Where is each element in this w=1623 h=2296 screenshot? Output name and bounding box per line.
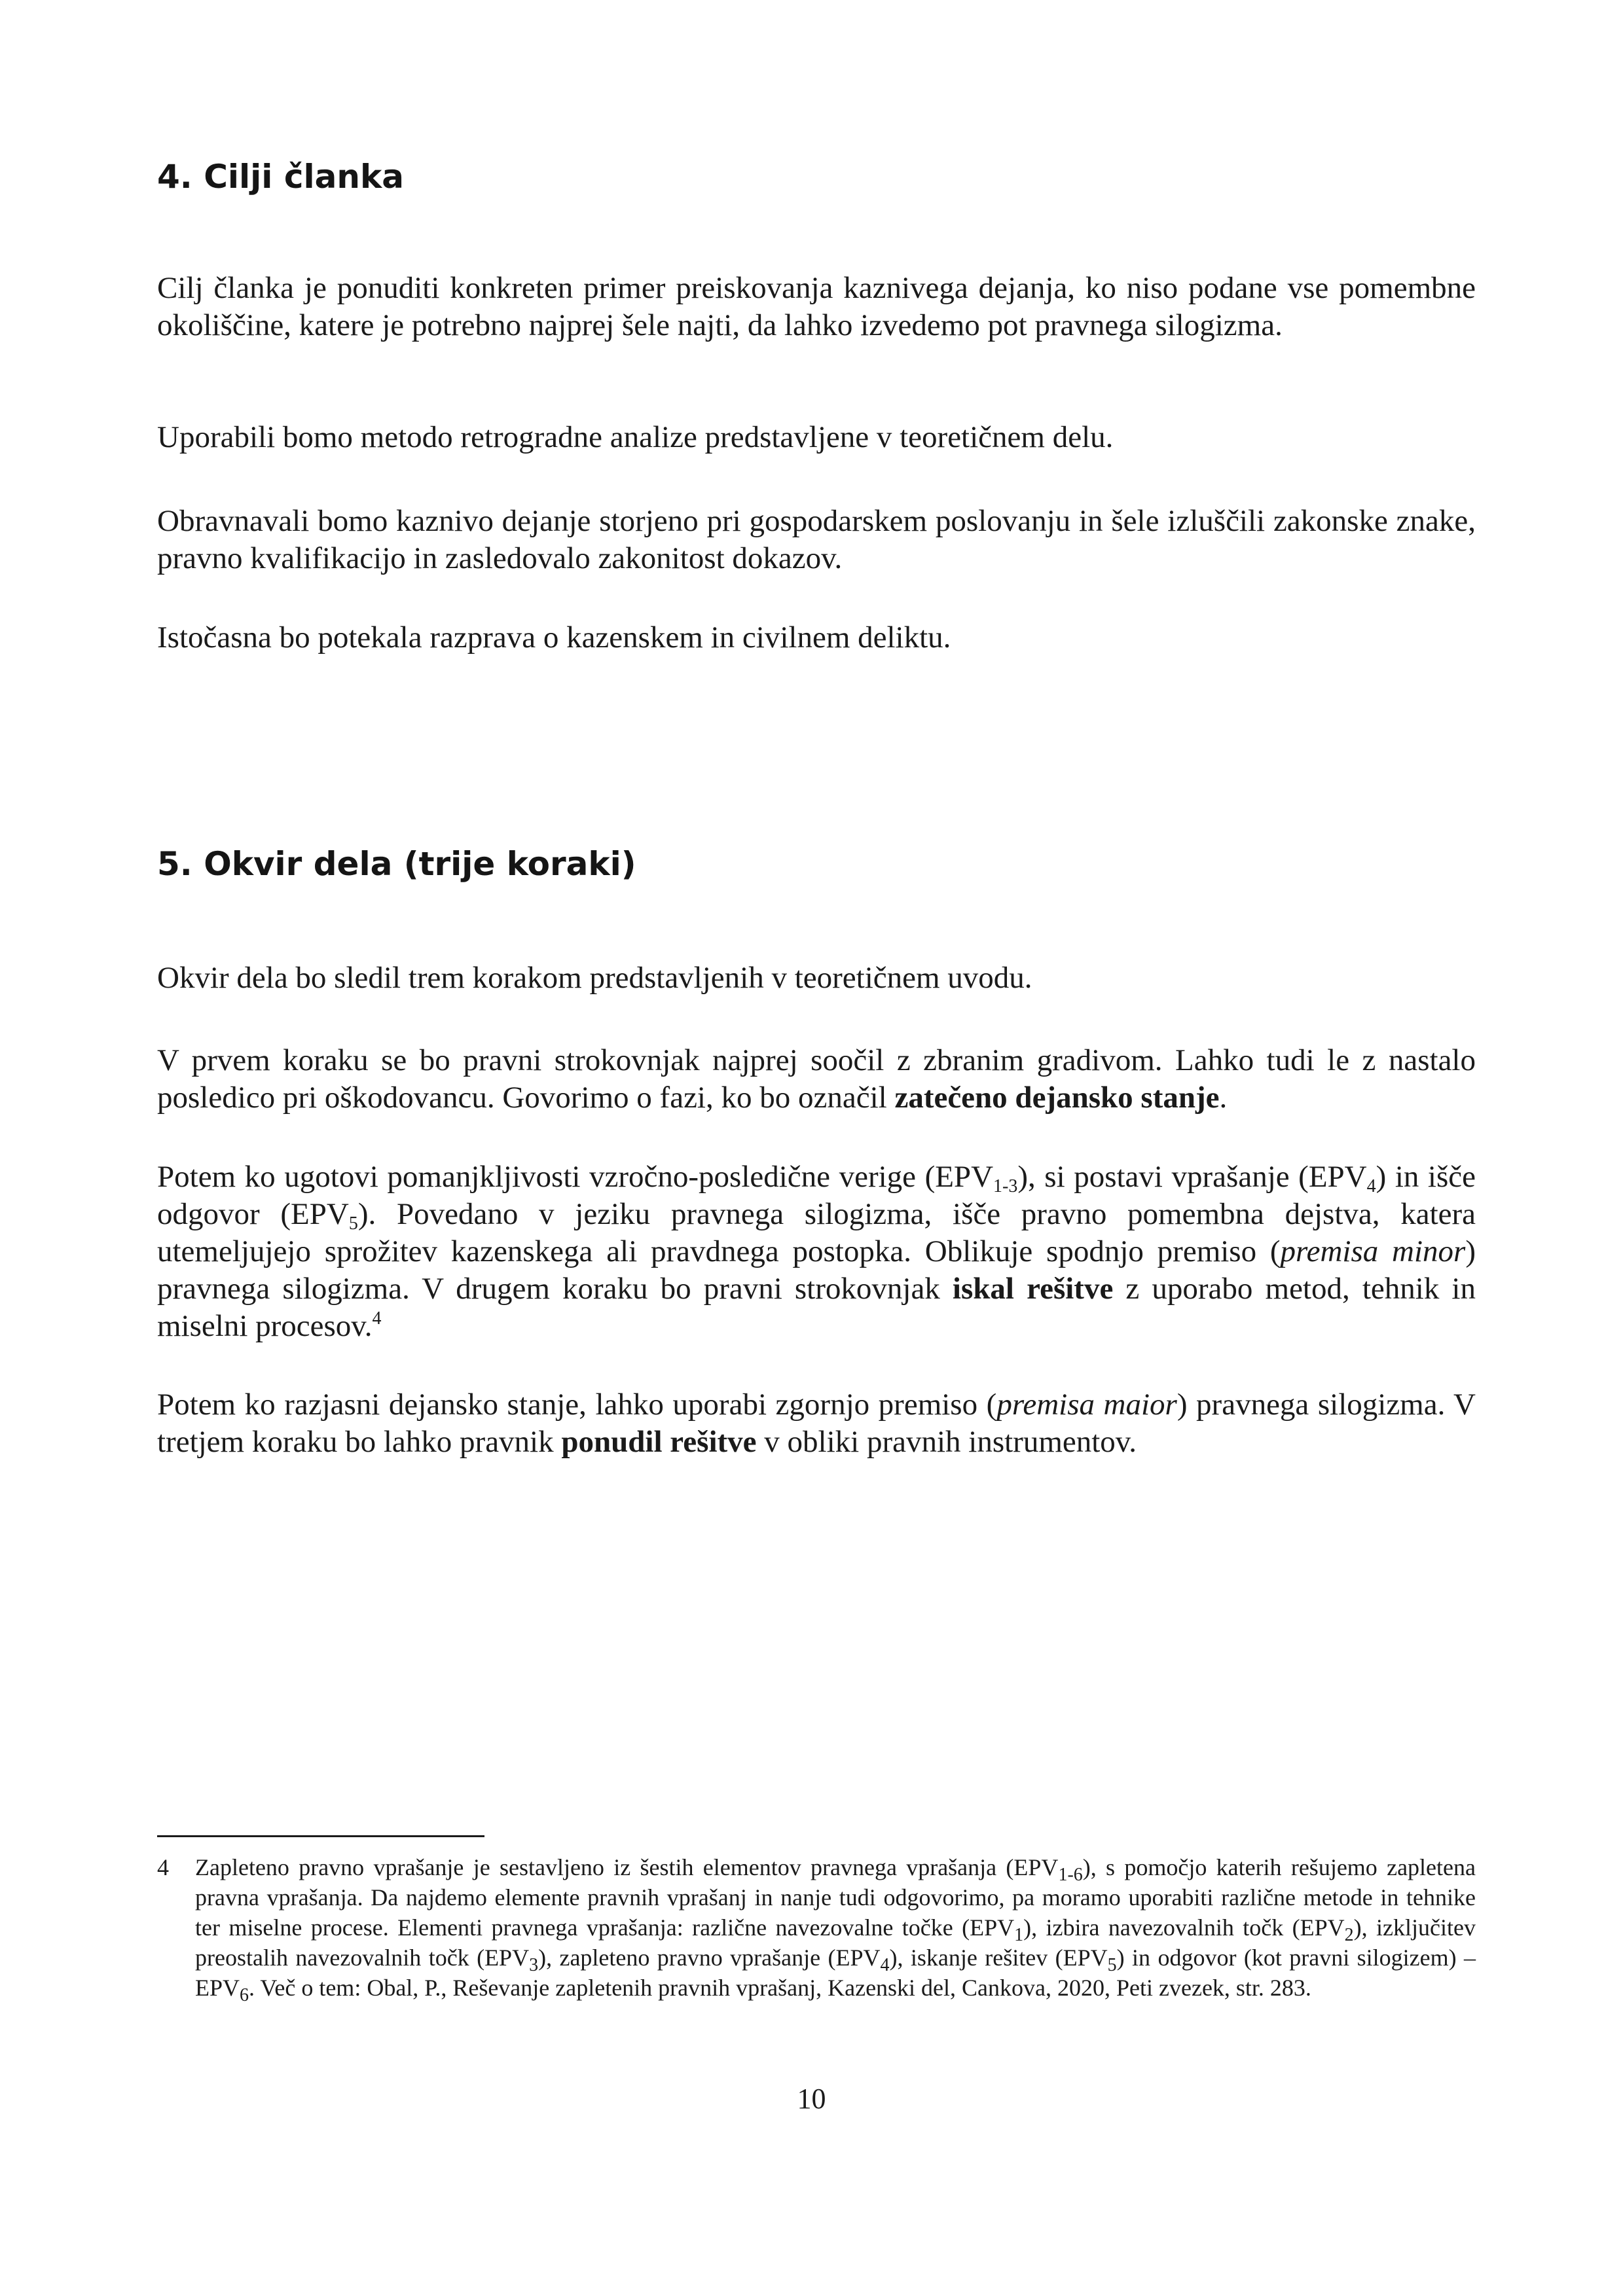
text-run: . Več o tem: Obal, P., Reševanje zapletenih pravnih vprašanj, Kazenski del, Cankova, 2020, Peti zvezek, str. 283. bbox=[249, 1975, 1311, 2001]
text-run: ). Povedano v jeziku pravnega silogizma, išče pravno pomembna dejstva, katera utemeljujejo sprožitev kazenskega ali pravdnega postopka. Oblikuje spodnjo premiso ( bbox=[157, 1197, 1476, 1268]
paragraph-okvir-dela: Okvir dela bo sledil trem korakom predstavljenih v teoretičnem uvodu. bbox=[157, 961, 1032, 995]
subscript: 4 bbox=[880, 1955, 890, 1975]
text-run: ), izključitev preostalih navezovalnih točk (EPV bbox=[195, 1914, 1476, 1971]
page-number: 10 bbox=[797, 2083, 826, 2115]
subscript: 6 bbox=[240, 1985, 249, 2005]
bold-term: zatečeno dejansko stanje bbox=[894, 1081, 1220, 1115]
text-run: ), s pomočjo katerih rešujemo zapletena pravna vprašanja. Da najdemo elemente pravnih vprašanj in nanje tudi odgovorimo, pa moramo uporabiti različne metode in tehnike ter miselne procese. Elementi pravnega vprašanja: različne navezovalne točke (EPV bbox=[195, 1854, 1476, 1941]
text-run: Potem ko ugotovi pomanjkljivosti vzročno-posledične verige (EPV bbox=[157, 1160, 994, 1194]
subscript: 5 bbox=[1107, 1955, 1117, 1975]
italic-term: premisa minor bbox=[1280, 1234, 1466, 1268]
section-heading-okvir-dela: 5. Okvir dela (trije koraki) bbox=[157, 845, 636, 883]
paragraph-drugi-korak bbox=[157, 1158, 1476, 1345]
subscript: 4 bbox=[1366, 1176, 1376, 1196]
text-run: ), iskanje rešitev (EPV bbox=[889, 1945, 1108, 1971]
text-run: . bbox=[1219, 1081, 1228, 1115]
subscript: 3 bbox=[529, 1955, 539, 1975]
paragraph-prvi-korak bbox=[157, 1042, 1476, 1117]
paragraph-razprava: Istočasna bo potekala razprava o kazenskem in civilnem deliktu. bbox=[157, 620, 951, 655]
footnote-number: 4 bbox=[157, 1854, 169, 1880]
footnote bbox=[157, 1852, 1476, 2003]
footnote-text bbox=[195, 1852, 1476, 2003]
text-run: V prvem koraku se bo pravni strokovnjak najprej soočil z zbranim gradivom. Lahko tudi le z nastalo posledico pri oškodovancu. Govorimo o fazi, ko bo označil bbox=[157, 1043, 1476, 1115]
text-run: ) in išče odgovor (EPV bbox=[157, 1160, 1476, 1231]
text-run: Potem ko razjasni dejansko stanje, lahko uporabi zgornjo premiso ( bbox=[157, 1388, 997, 1422]
subscript: 1-3 bbox=[993, 1176, 1018, 1196]
text-run: ) pravnega silogizma. V tretjem koraku bo lahko pravnik bbox=[157, 1388, 1476, 1459]
paragraph-tretji-korak bbox=[157, 1386, 1476, 1461]
paragraph-cilj-clanka: Cilj članka je ponuditi konkreten primer preiskovanja kaznivega dejanja, ko niso podane vse pomembne okoliščine, katere je potrebno najprej šele najti, da lahko izvedemo pot pravnega silogizma. bbox=[157, 271, 1476, 342]
subscript: 1 bbox=[1014, 1925, 1024, 1945]
text-run: ) in odgovor (kot pravni silogizem) – EPV bbox=[195, 1945, 1476, 2001]
subscript: 5 bbox=[348, 1213, 358, 1234]
paragraph-kaznivo-dejanje: Obravnavali bomo kaznivo dejanje storjeno pri gospodarskem poslovanju in šele izluščili zakonske znake, pravno kvalifikacijo in zasledovalo zakonitost dokazov. bbox=[157, 504, 1476, 575]
bold-term: ponudil rešitve bbox=[561, 1425, 757, 1459]
text-run: v obliki pravnih instrumentov. bbox=[756, 1425, 1137, 1459]
subscript: 1-6 bbox=[1058, 1865, 1083, 1885]
text-run: ), zapleteno pravno vprašanje (EPV bbox=[538, 1945, 881, 1971]
text-run: ) pravnega silogizma. V drugem koraku bo pravni strokovnjak bbox=[157, 1234, 1476, 1306]
paragraph-retrogradna-analiza: Uporabili bomo metodo retrogradne analize predstavljene v teoretičnem delu. bbox=[157, 420, 1114, 454]
italic-term: premisa maior bbox=[996, 1388, 1177, 1422]
text-run: Zapleteno pravno vprašanje je sestavljeno iz šestih elementov pravnega vprašanja (EPV bbox=[195, 1854, 1059, 1880]
text-run: z uporabo metod, tehnik in miselni procesov. bbox=[157, 1272, 1476, 1343]
subscript: 2 bbox=[1344, 1925, 1354, 1945]
footnote-reference[interactable]: 4 bbox=[372, 1308, 382, 1329]
text-run: ), izbira navezovalnih točk (EPV bbox=[1023, 1914, 1345, 1941]
footnote-separator bbox=[157, 1835, 484, 1837]
section-heading-cilji: 4. Cilji članka bbox=[157, 158, 404, 196]
bold-term: iskal rešitve bbox=[952, 1272, 1114, 1306]
text-run: ), si postavi vprašanje (EPV bbox=[1017, 1160, 1367, 1194]
